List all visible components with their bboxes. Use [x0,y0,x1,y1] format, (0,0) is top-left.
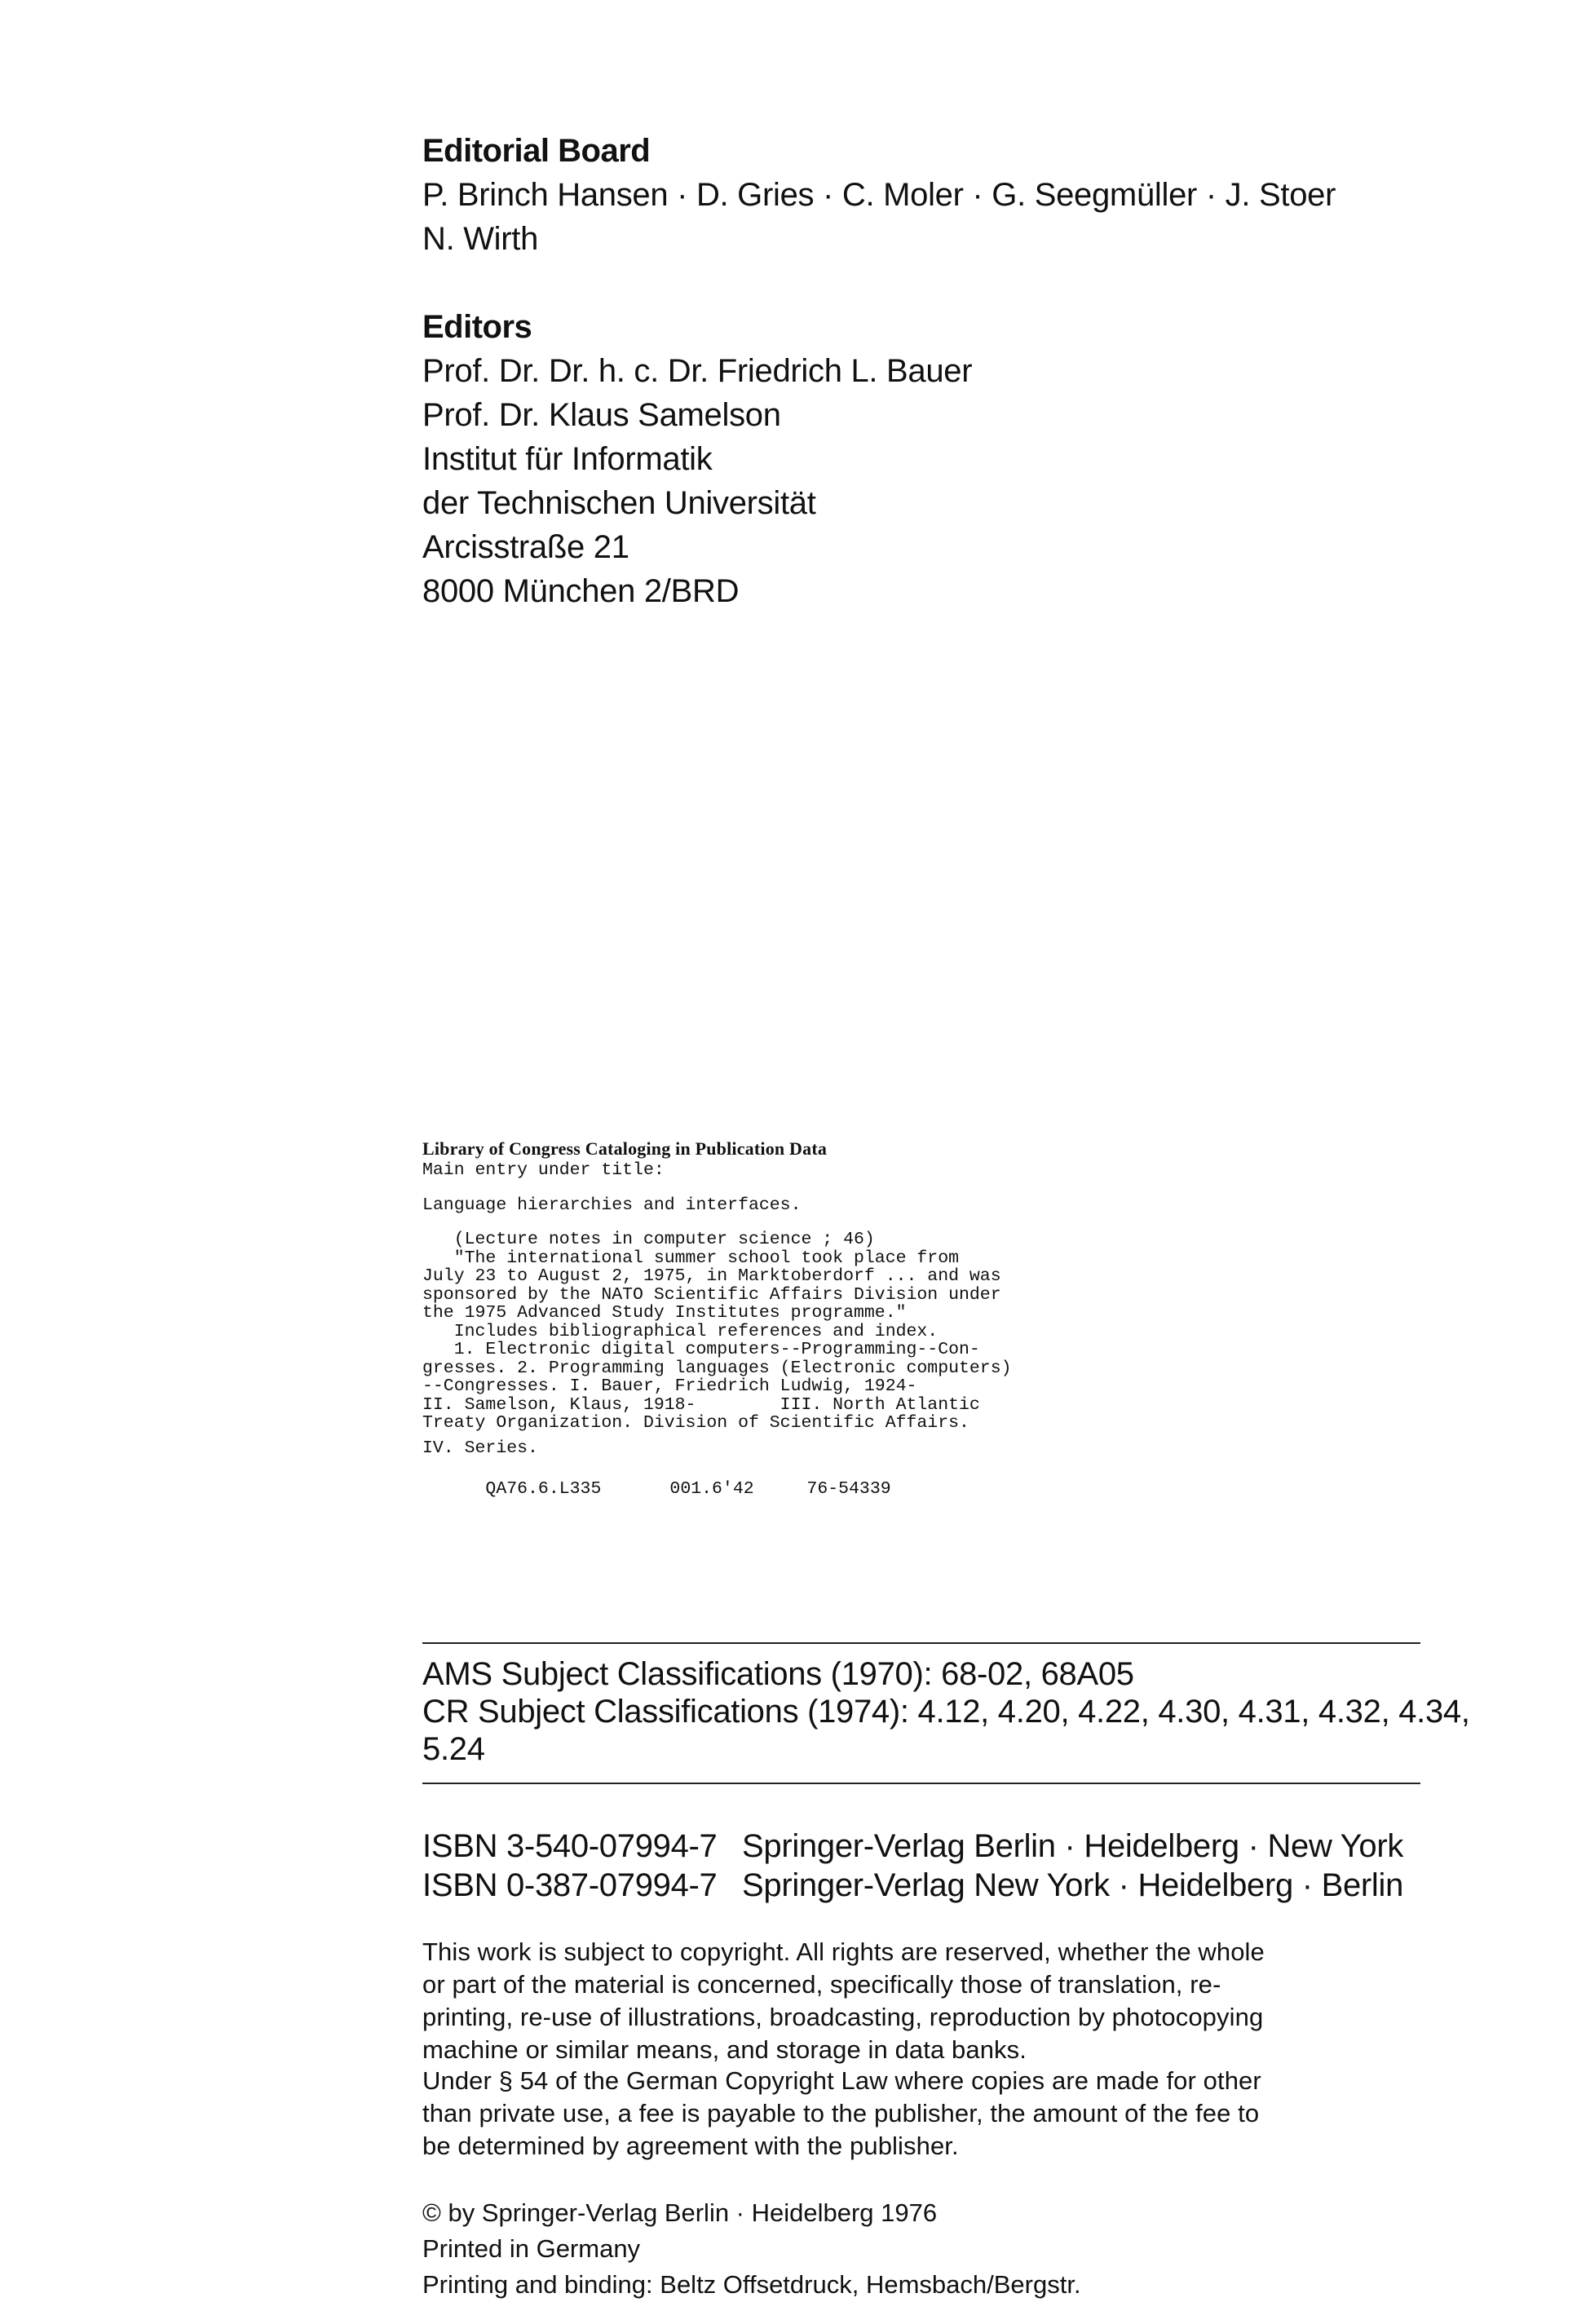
cip-data-block [422,1137,1156,1521]
copyright-notice-line: machine or similar means, and storage in data banks. [422,2035,1027,2064]
paragraph-54-line: than private use, a fee is payable to the publisher, the amount of the fee to [422,2099,1260,2127]
copyright-notice [422,1936,1425,2066]
isbn-row [422,1827,1403,1866]
cip-note-line: Includes bibliographical references and index. [422,1321,939,1341]
cip-series: IV. Series. [422,1438,538,1458]
call-number: QA76.6.L335 [485,1479,602,1499]
dewey-number: 001.6'42 [669,1479,754,1499]
isbn-number: ISBN 0-387-07994-7 [422,1867,718,1903]
copyright-notice-line: printing, re-use of illustrations, broadcasting, reproduction by photocopying [422,2003,1264,2031]
editors-line: Prof. Dr. Klaus Samelson [422,397,781,433]
ams-classification: AMS Subject Classifications (1970): 68-02, 68A05 [422,1656,1134,1692]
cip-note-line: (Lecture notes in computer science ; 46) [422,1230,875,1249]
editors-line: Prof. Dr. Dr. h. c. Dr. Friedrich L. Bauer [422,353,973,389]
copyright-notice-line: or part of the material is concerned, specifically those of translation, re- [422,1970,1221,1999]
copyright-notice-line: This work is subject to copyright. All rights are reserved, whether the whole [422,1937,1265,1966]
cip-note-line: Treaty Organization. Division of Scientific Affairs. [422,1413,969,1433]
isbn-block [422,1827,1403,1905]
printed-in-line: Printed in Germany [422,2234,641,2263]
editorial-board-line: N. Wirth [422,221,539,257]
divider-rule [422,1783,1420,1784]
cip-note-line: --Congresses. I. Bauer, Friedrich Ludwig, 1924- [422,1376,917,1396]
cip-note-line: II. Samelson, Klaus, 1918- III. North Atlantic [422,1394,980,1415]
editors-line: Institut für Informatik [422,441,713,477]
cip-note-line: sponsored by the NATO Scientific Affairs Division under [422,1284,1001,1305]
cip-main-entry: Main entry under title: [422,1160,665,1180]
editors-line: der Technischen Universität [422,485,816,521]
copyright-line: © by Springer-Verlag Berlin · Heidelberg 1976 [422,2198,938,2227]
editors-heading: Editors [422,309,532,345]
cr-classification-line: 5.24 [422,1731,485,1767]
cip-note-line: the 1975 Advanced Study Institutes programme." [422,1303,907,1323]
isbn-row [422,1866,1403,1905]
isbn-publisher: Springer-Verlag New York · Heidelberg · Berlin [742,1867,1404,1903]
cip-note-line: July 23 to August 2, 1975, in Marktoberdorf ... and was [422,1266,1001,1286]
subject-classifications [422,1655,1470,1768]
cip-note-line: 1. Electronic digital computers--Programming--Con- [422,1340,980,1359]
cip-note-line: "The international summer school took place from [422,1248,960,1268]
cip-catalog-numbers [422,1457,1156,1521]
isbn-number: ISBN 3-540-07994-7 [422,1828,718,1864]
cip-title: Library of Congress Cataloging in Publication Data [422,1138,828,1159]
imprint-block [422,2195,1081,2303]
paragraph-54-line: be determined by agreement with the publisher. [422,2132,959,2160]
cr-classification-line: CR Subject Classifications (1974): 4.12, 4.20, 4.22, 4.30, 4.31, 4.32, 4.34, [422,1694,1470,1730]
editors-line: Arcisstraße 21 [422,529,629,565]
editors-line: 8000 München 2/BRD [422,573,740,609]
cip-book-title: Language hierarchies and interfaces. [422,1195,802,1215]
editorial-board-line: P. Brinch Hansen · D. Gries · C. Moler · G. Seegmüller · J. Stoer [422,177,1336,213]
german-copyright-law-paragraph [422,2065,1425,2163]
editorial-board-section [422,129,1336,261]
divider-rule [422,1642,1420,1644]
editors-section [422,305,972,613]
editorial-board-heading: Editorial Board [422,133,651,169]
printing-binding-line: Printing and binding: Beltz Offsetdruck, Hemsbach/Bergstr. [422,2270,1081,2299]
isbn-publisher: Springer-Verlag Berlin · Heidelberg · New York [742,1828,1404,1864]
cip-note-line: gresses. 2. Programming languages (Electronic computers) [422,1358,1012,1378]
lccn-number: 76-54339 [806,1479,891,1499]
paragraph-54-line: Under § 54 of the German Copyright Law where copies are made for other [422,2066,1261,2095]
